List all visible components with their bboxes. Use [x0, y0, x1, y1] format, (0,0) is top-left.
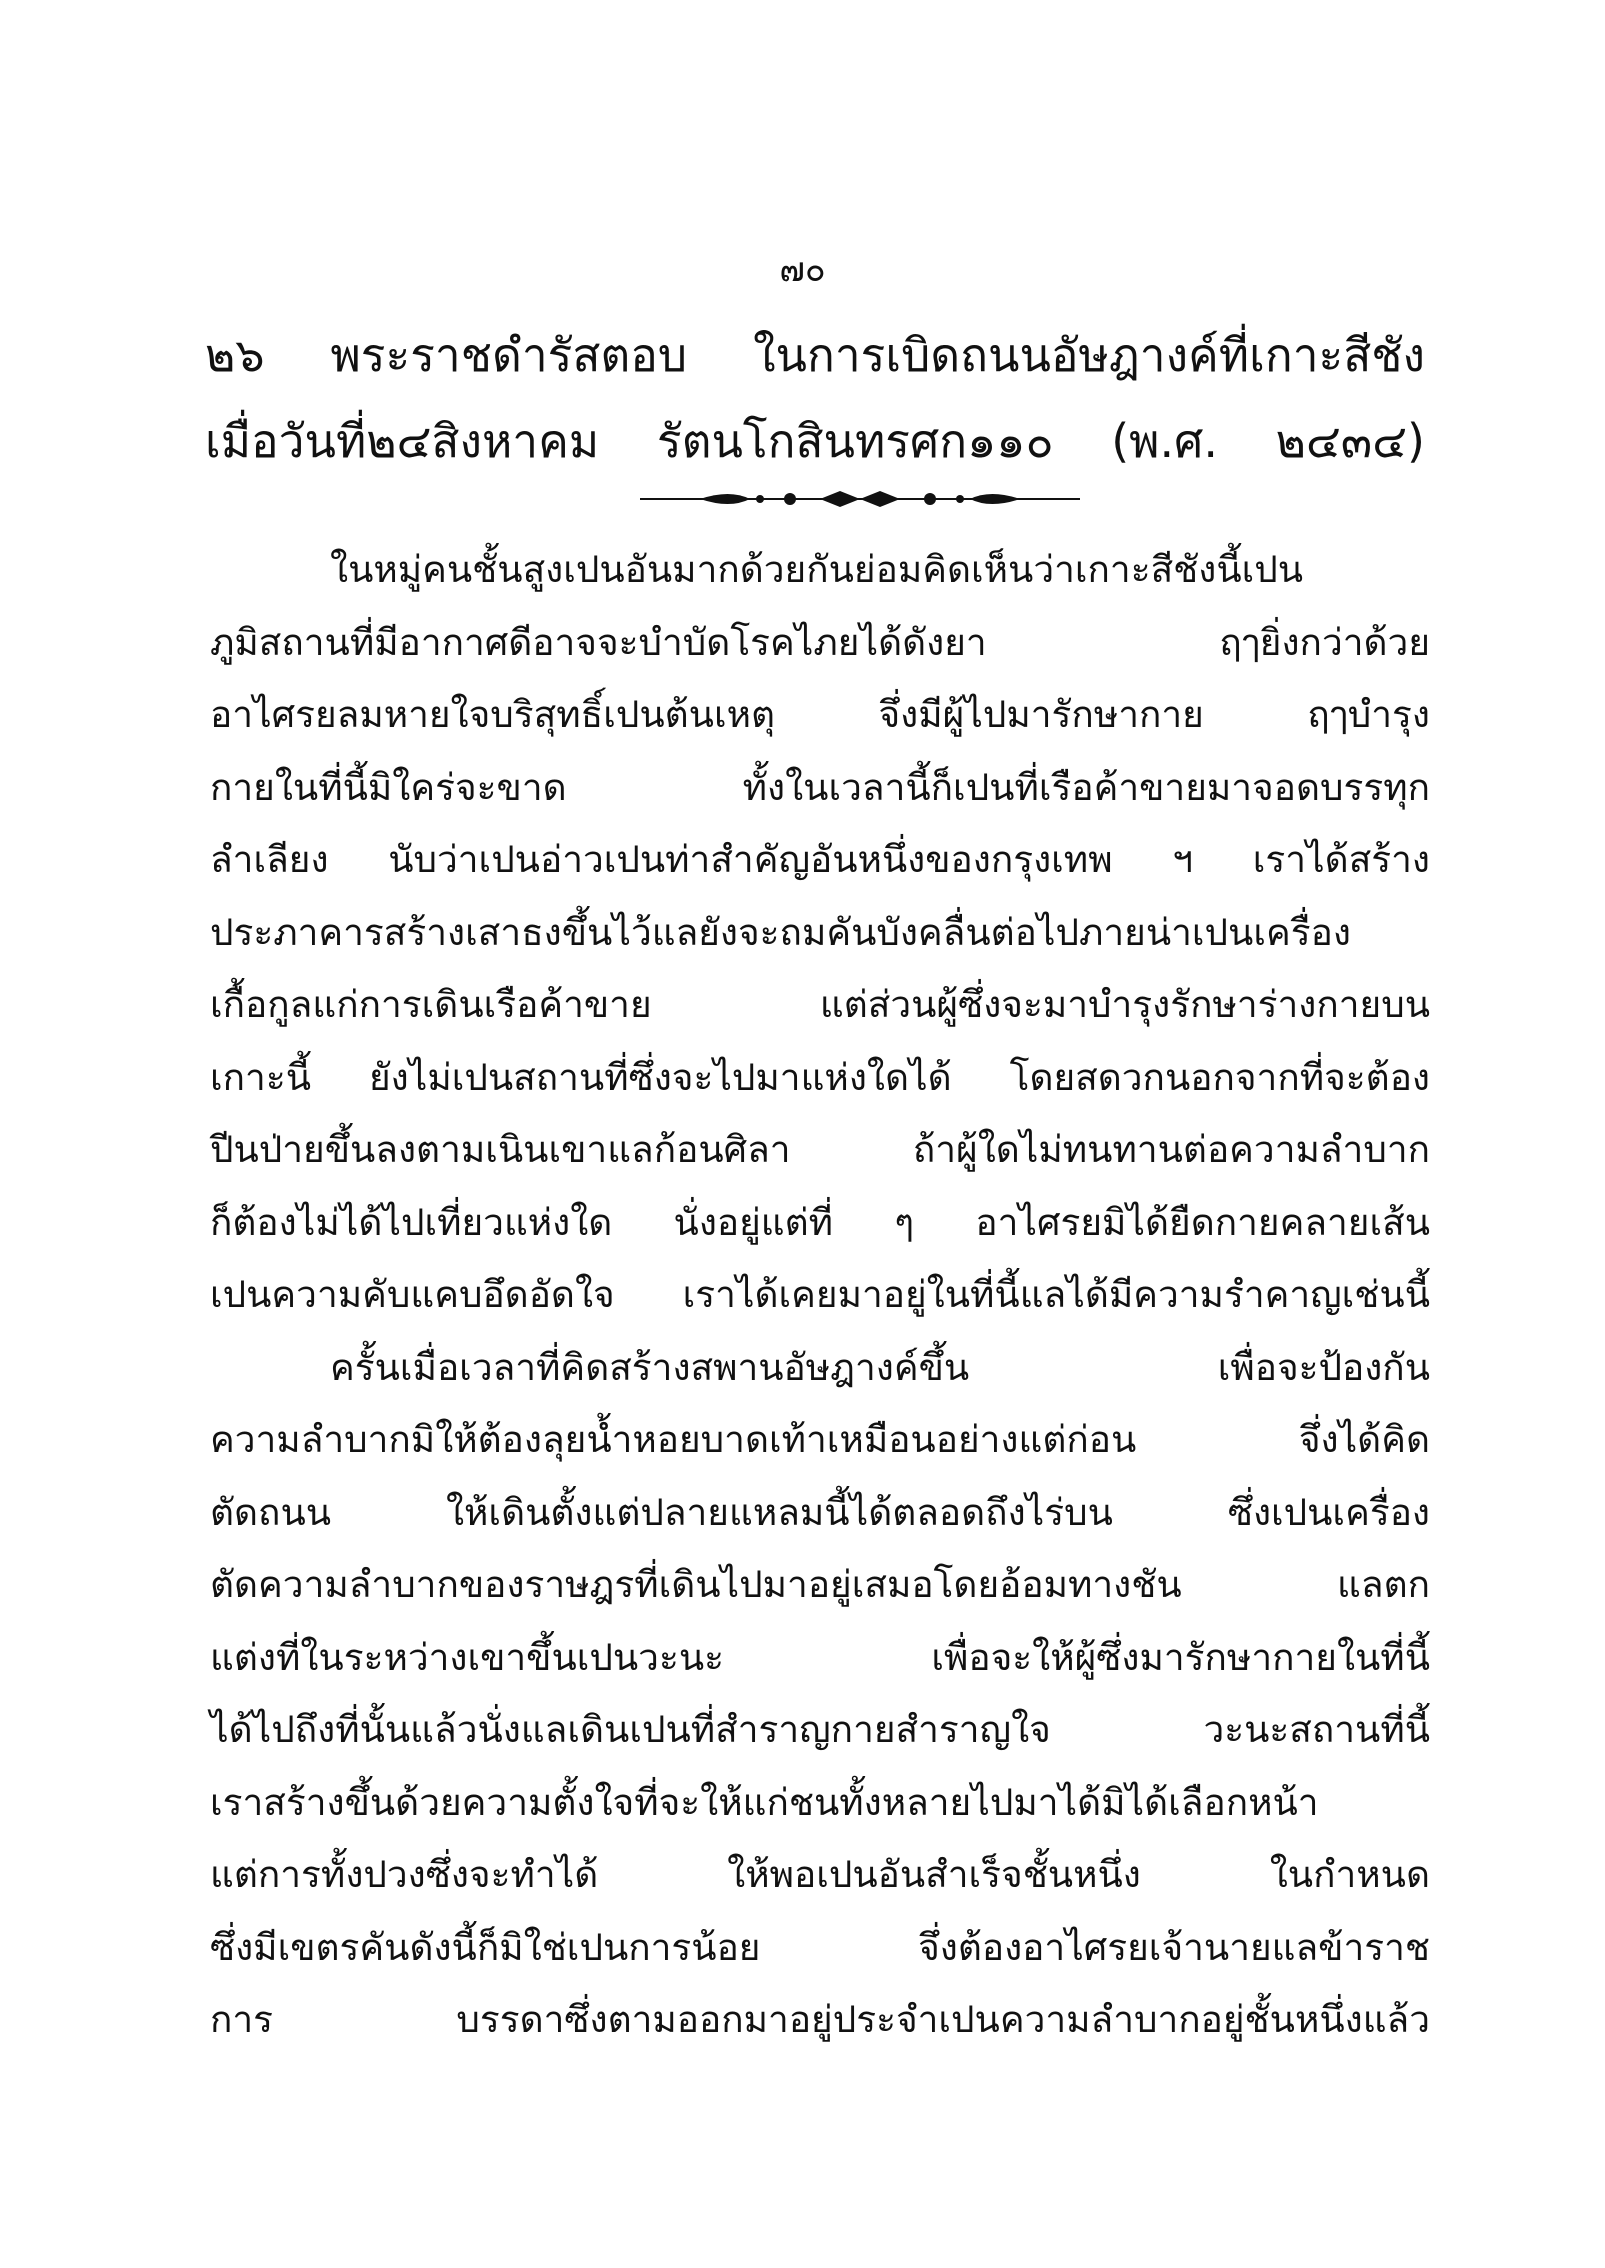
page-number: ๗๐ — [779, 250, 826, 290]
body-line: แต่งที่ในระหว่างเขาขึ้นเปนวะนะ เพื่อจะให้ผู้ซึ่งมารักษากายในที่นี้ — [210, 1636, 1430, 1679]
ornament-divider — [640, 484, 1080, 514]
body-line: เราสร้างขึ้นด้วยความตั้งใจที่จะให้แก่ชนทั้งหลายไปมาได้มิได้เลือกหน้า — [210, 1781, 1319, 1824]
body-line: แต่การทั้งปวงซึ่งจะทำได้ ให้พอเปนอันสำเร็จชั้นหนึ่ง ในกำหนด — [210, 1853, 1430, 1896]
body-line: ก็ต้องไม่ได้ไปเที่ยวแห่งใด นั่งอยู่แต่ที่ ๆ อาไศรยมิได้ยืดกายคลายเส้น — [210, 1201, 1430, 1244]
chapter-title-line-1: ๒๖ พระราชดำรัสตอบ ในการเบิดถนนอัษฎางค์ที่เกาะสีชัง — [205, 328, 1425, 382]
body-line: ครั้นเมื่อเวลาที่คิดสร้างสพานอัษฎางค์ขึ้น เพื่อจะป้องกัน — [330, 1346, 1430, 1389]
body-line: เปนความคับแคบอึดอัดใจ เราได้เคยมาอยู่ในที่นี้แลได้มีความรำคาญเช่นนี้ — [210, 1273, 1430, 1316]
body-line: ปีนป่ายขึ้นลงตามเนินเขาแลก้อนศิลา ถ้าผู้ใดไม่ทนทานต่อความลำบาก — [210, 1128, 1430, 1171]
body-line: ตัดความลำบากของราษฎรที่เดินไปมาอยู่เสมอโดยอ้อมทางชัน แลตก — [210, 1563, 1430, 1606]
body-line: เกื้อกูลแก่การเดินเรือค้าขาย แต่ส่วนผู้ซึ่งจะมาบำรุงรักษาร่างกายบน — [210, 983, 1430, 1026]
body-line: ประภาคารสร้างเสาธงขึ้นไว้แลยังจะถมคันบังคลื่นต่อไปภายน่าเปนเครื่อง — [210, 911, 1351, 954]
chapter-title-line-2: เมื่อวันที่๒๔สิงหาคม รัตนโกสินทรศก๑๑๐ (พ.ศ. ๒๔๓๔) — [205, 414, 1425, 468]
body-line: การ บรรดาซึ่งตามออกมาอยู่ประจำเปนความลำบากอยู่ชั้นหนึ่งแล้ว — [210, 1998, 1430, 2041]
body-line: ลำเลียง นับว่าเปนอ่าวเปนท่าสำคัญอันหนึ่งของกรุงเทพ ฯ เราได้สร้าง — [210, 838, 1430, 881]
body-line: ซึ่งมีเขตรคันดังนี้ก็มิใช่เปนการน้อย จึ่งต้องอาไศรยเจ้านายแลข้าราช — [210, 1926, 1430, 1969]
body-line: อาไศรยลมหายใจบริสุทธิ์เปนต้นเหตุ จึ่งมีผู้ไปมารักษากาย ฤๅบำรุง — [210, 693, 1430, 736]
body-line: กายในที่นี้มิใคร่จะขาด ทั้งในเวลานี้ก็เปนที่เรือค้าขายมาจอดบรรทุก — [210, 766, 1430, 809]
body-line: ภูมิสถานที่มีอากาศดีอาจจะบำบัดโรคไภยได้ดังยา ฤๅยิ่งกว่าด้วย — [210, 621, 1430, 664]
body-line: ตัดถนน ให้เดินตั้งแต่ปลายแหลมนี้ได้ตลอดถึงไร่บน ซึ่งเปนเครื่อง — [210, 1491, 1430, 1534]
body-line: เกาะนี้ ยังไม่เปนสถานที่ซึ่งจะไปมาแห่งใดได้ โดยสดวกนอกจากที่จะต้อง — [210, 1056, 1430, 1099]
body-line: ความลำบากมิให้ต้องลุยน้ำหอยบาดเท้าเหมือนอย่างแต่ก่อน จึ่งได้คิด — [210, 1418, 1430, 1461]
body-line: ได้ไปถึงที่นั้นแล้วนั่งแลเดินเปนที่สำราญกายสำราญใจ วะนะสถานที่นี้ — [210, 1708, 1430, 1751]
body-line: ในหมู่คนชั้นสูงเปนอันมากด้วยกันย่อมคิดเห็นว่าเกาะสีชังนี้เปน — [330, 548, 1304, 591]
